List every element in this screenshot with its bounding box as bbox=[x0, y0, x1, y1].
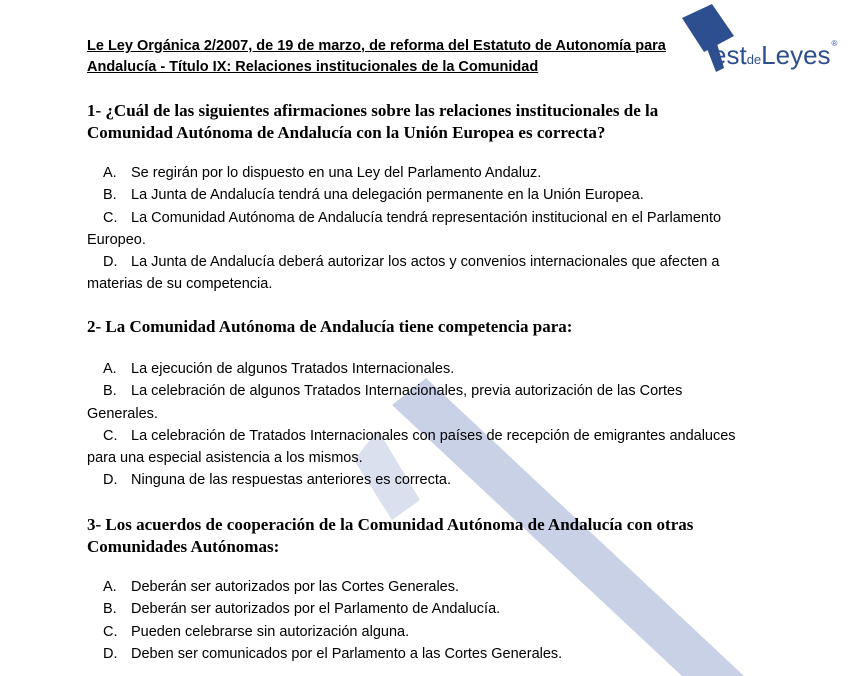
option-item bbox=[87, 598, 747, 620]
option-item bbox=[87, 207, 747, 252]
logo-est: est bbox=[712, 40, 747, 70]
logo-de: de bbox=[746, 52, 762, 67]
option-item bbox=[87, 380, 747, 425]
option-text: La Junta de Andalucía tendrá una delegación permanente en la Unión Europea. bbox=[131, 187, 644, 204]
option-letter: A. bbox=[103, 361, 117, 377]
logo-wordmark bbox=[712, 39, 838, 70]
option-letter: B. bbox=[103, 383, 117, 400]
option-letter: B. bbox=[103, 187, 117, 204]
header-line-1: Le Ley Orgánica 2/2007, de 19 de marzo, de reforma del Estatuto de Autonomía para bbox=[87, 38, 666, 54]
option-item bbox=[87, 469, 747, 491]
option-text: Deberán ser autorizados por las Cortes Generales. bbox=[131, 579, 460, 595]
option-text: La ejecución de algunos Tratados Internacionales. bbox=[131, 361, 455, 377]
question-3-options bbox=[87, 576, 747, 665]
question-1-options bbox=[87, 162, 747, 296]
header-line-2: Andalucía - Título IX: Relaciones institucionales de la Comunidad bbox=[87, 59, 539, 75]
option-item bbox=[87, 162, 747, 184]
option-item bbox=[87, 643, 747, 665]
option-text: La Comunidad Autónoma de Andalucía tendrá representación institucional en el Parlamento Europeo. bbox=[87, 209, 722, 248]
option-item bbox=[87, 576, 747, 598]
document-header bbox=[87, 36, 687, 78]
option-letter: A. bbox=[103, 165, 117, 181]
option-letter: C. bbox=[103, 209, 118, 226]
option-letter: D. bbox=[103, 645, 118, 662]
option-text: Deben ser comunicados por el Parlamento a las Cortes Generales. bbox=[131, 645, 563, 662]
registered-mark: ® bbox=[831, 39, 838, 48]
option-item bbox=[87, 251, 747, 296]
option-item bbox=[87, 184, 747, 206]
option-letter: C. bbox=[103, 623, 118, 640]
option-text: La celebración de algunos Tratados Internacionales, previa autorización de las Cortes Generales. bbox=[87, 383, 683, 422]
option-letter: C. bbox=[103, 427, 118, 444]
option-text: Se regirán por lo dispuesto en una Ley del Parlamento Andaluz. bbox=[131, 165, 542, 181]
option-text: Pueden celebrarse sin autorización alguna. bbox=[131, 623, 410, 640]
option-letter: B. bbox=[103, 601, 117, 618]
testdeleyes-logo bbox=[676, 2, 861, 74]
question-2-options bbox=[87, 358, 747, 492]
option-text: Ninguna de las respuestas anteriores es correcta. bbox=[131, 472, 451, 489]
option-letter: D. bbox=[103, 472, 118, 489]
option-item bbox=[87, 425, 747, 470]
logo-leyes: Leyes bbox=[761, 40, 831, 70]
option-item bbox=[87, 621, 747, 643]
option-letter: A. bbox=[103, 579, 117, 595]
option-item bbox=[87, 358, 747, 380]
option-text: Deberán ser autorizados por el Parlamento de Andalucía. bbox=[131, 601, 501, 618]
option-text: La celebración de Tratados Internacionales con países de recepción de emigrantes andaluces para una especial asistencia a los mismos. bbox=[87, 427, 736, 467]
question-2-title: 2- La Comunidad Autónoma de Andalucía tiene competencia para: bbox=[87, 317, 573, 336]
option-letter: D. bbox=[103, 254, 118, 271]
question-3-title: 3- Los acuerdos de cooperación de la Comunidad Autónoma de Andalucía con otras Comunidades Autónomas: bbox=[87, 515, 694, 556]
question-1-title: 1- ¿Cuál de las siguientes afirmaciones sobre las relaciones institucionales de la Comunidad Autónoma de Andalucía con la Unión Europea es correcta? bbox=[87, 101, 659, 142]
option-text: La Junta de Andalucía deberá autorizar los actos y convenios internacionales que afecten a materias de su competencia. bbox=[87, 254, 720, 293]
